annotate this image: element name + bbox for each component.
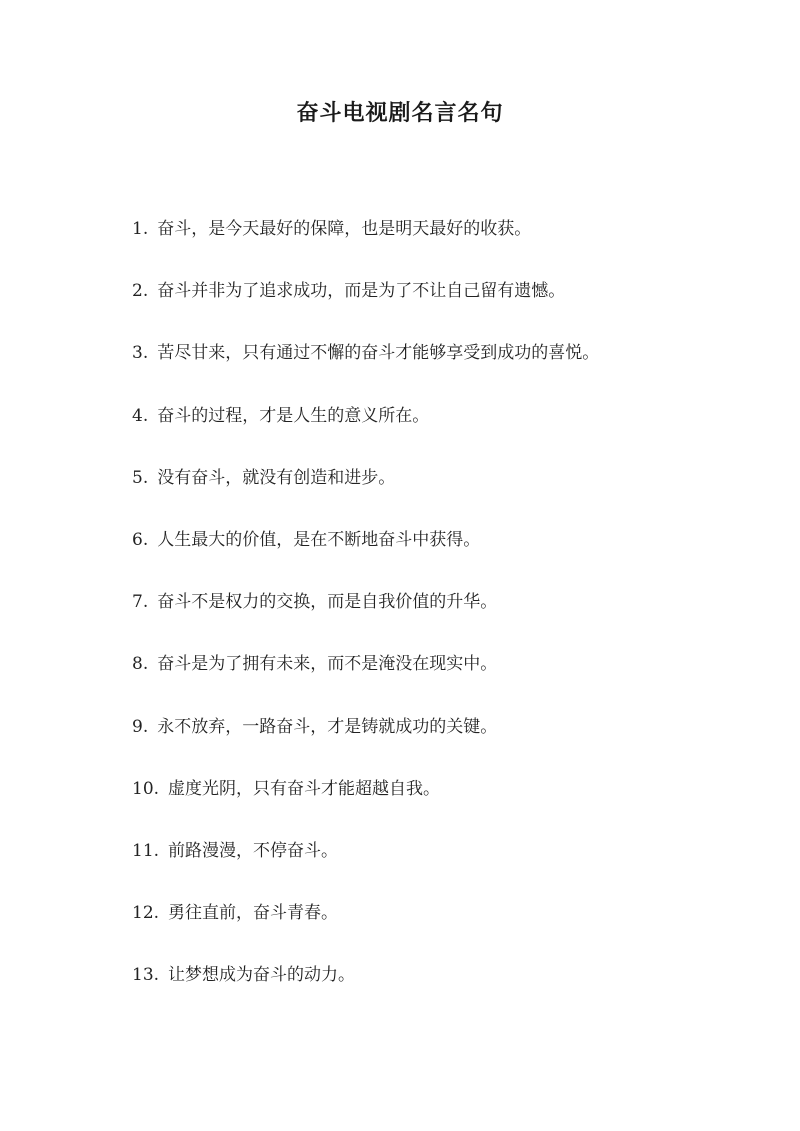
list-item xyxy=(132,897,752,959)
list-item xyxy=(132,711,752,773)
item-number: 11. xyxy=(132,840,160,861)
list-item xyxy=(132,648,752,710)
quote-text: 奋斗，是今天最好的保障，也是明天最好的收获。 xyxy=(157,219,532,239)
quote-text: 奋斗不是权力的交换，而是自我价值的升华。 xyxy=(157,592,498,613)
list-item xyxy=(132,524,752,586)
item-number: 8. xyxy=(132,654,149,675)
quote-list xyxy=(132,213,752,1021)
quote-text: 让梦想成为奋斗的动力。 xyxy=(168,965,356,986)
item-number: 2. xyxy=(132,281,149,302)
list-item xyxy=(132,835,752,897)
list-item xyxy=(132,213,752,275)
list-item xyxy=(132,959,752,1021)
item-number: 4. xyxy=(132,405,149,426)
list-item xyxy=(132,337,752,399)
list-item xyxy=(132,275,752,337)
item-number: 6. xyxy=(132,529,149,550)
list-item xyxy=(132,586,752,648)
item-number: 12. xyxy=(132,903,160,924)
quote-text: 奋斗并非为了追求成功，而是为了不让自己留有遗憾。 xyxy=(157,281,566,302)
quote-text: 奋斗是为了拥有未来，而不是淹没在现实中。 xyxy=(157,654,498,675)
item-number: 9. xyxy=(132,716,149,737)
quote-text: 永不放弃，一路奋斗，才是铸就成功的关键。 xyxy=(157,716,498,737)
item-number: 3. xyxy=(132,343,149,364)
item-number: 1. xyxy=(132,219,149,239)
quote-text: 没有奋斗，就没有创造和进步。 xyxy=(157,467,396,488)
quote-text: 奋斗的过程，才是人生的意义所在。 xyxy=(157,405,430,426)
list-item xyxy=(132,400,752,462)
item-number: 10. xyxy=(132,778,160,799)
page-title: 奋斗电视剧名言名句 xyxy=(296,100,504,126)
quote-text: 苦尽甘来，只有通过不懈的奋斗才能够享受到成功的喜悦。 xyxy=(157,343,600,364)
list-item xyxy=(132,773,752,835)
quote-text: 虚度光阴，只有奋斗才能超越自我。 xyxy=(168,778,441,799)
item-number: 13. xyxy=(132,965,160,986)
item-number: 5. xyxy=(132,467,149,488)
list-item xyxy=(132,462,752,524)
quote-text: 人生最大的价值，是在不断地奋斗中获得。 xyxy=(157,529,481,550)
quote-text: 前路漫漫，不停奋斗。 xyxy=(168,840,339,861)
quote-text: 勇往直前，奋斗青春。 xyxy=(168,903,339,924)
item-number: 7. xyxy=(132,592,149,613)
